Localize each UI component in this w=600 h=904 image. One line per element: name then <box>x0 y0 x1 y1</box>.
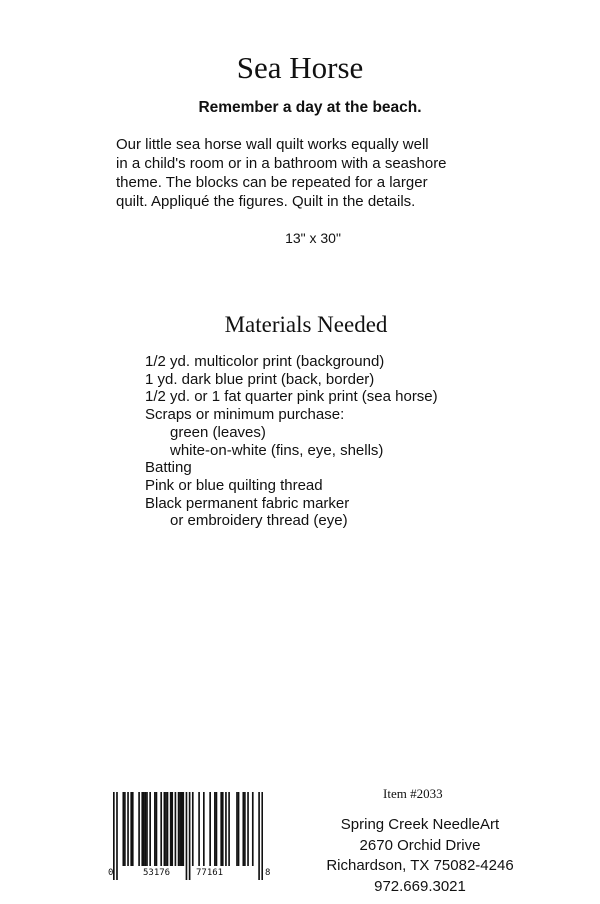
barcode-bar <box>149 792 151 866</box>
pattern-subtitle: Remember a day at the beach. <box>198 99 422 116</box>
barcode-bar <box>167 792 169 866</box>
barcode-bar <box>247 792 249 866</box>
barcode-bar <box>164 792 166 866</box>
barcode-bar <box>236 792 238 866</box>
barcode-bar <box>143 792 145 866</box>
intro-paragraph <box>116 135 496 211</box>
barcode-bar <box>238 792 240 866</box>
barcode-digits <box>108 866 271 880</box>
barcode-bar <box>216 792 218 866</box>
barcode-bar <box>242 792 244 866</box>
materials-item: white-on-white (fins, eye, shells) <box>170 441 384 459</box>
materials-item: Scraps or minimum purchase: <box>145 406 345 424</box>
barcode-bar <box>222 792 224 866</box>
barcode-bar <box>214 792 216 866</box>
barcode-bar <box>182 792 184 866</box>
item-number: Item #2033 <box>383 786 443 801</box>
barcode-bar <box>175 792 177 866</box>
barcode-bar <box>145 792 147 866</box>
intro-line: quilt. Appliqué the figures. Quilt in the details. <box>116 193 416 210</box>
barcode-bar <box>171 792 173 866</box>
barcode-bar <box>132 792 134 866</box>
barcode-right-digits: 77161 <box>196 868 224 878</box>
barcode-bar <box>244 792 246 866</box>
barcode-bar <box>220 792 222 866</box>
barcode-bar <box>179 792 181 866</box>
materials-item: or embroidery thread (eye) <box>170 512 348 530</box>
barcode-bar <box>160 792 162 866</box>
intro-line: theme. The blocks can be repeated for a larger <box>116 174 428 191</box>
barcode-bar <box>156 792 158 866</box>
company-street: 2670 Orchid Drive <box>359 836 481 854</box>
barcode-bar <box>154 792 156 866</box>
barcode-bar <box>228 792 230 866</box>
barcode-bar <box>130 792 132 866</box>
barcode-bar <box>124 792 126 866</box>
barcode-bar <box>178 792 180 866</box>
company-name: Spring Creek NeedleArt <box>340 816 500 833</box>
company-phone: 972.669.3021 <box>374 877 466 895</box>
barcode-bar <box>170 792 172 866</box>
finished-size: 13" x 30" <box>285 230 341 246</box>
barcode-bar <box>127 792 129 866</box>
materials-item: Batting <box>145 459 192 477</box>
barcode-bar <box>192 792 194 866</box>
barcode-bar <box>252 792 254 866</box>
barcode-left-digits: 53176 <box>143 868 171 878</box>
barcode-bar <box>138 792 140 866</box>
materials-item: 1/2 yd. multicolor print (background) <box>145 353 385 370</box>
barcode-bar <box>225 792 227 866</box>
materials-item: 1/2 yd. or 1 fat quarter pink print (sea horse) <box>145 388 438 406</box>
materials-item: Black permanent fabric marker <box>145 494 350 512</box>
barcode-bar <box>141 792 143 866</box>
materials-heading: Materials Needed <box>224 312 388 337</box>
barcode-bar <box>122 792 124 866</box>
barcode-system-digit: 0 <box>108 868 114 878</box>
barcode-bar <box>181 792 183 866</box>
barcode-bar <box>165 792 167 866</box>
materials-item: 1 yd. dark blue print (back, border) <box>145 370 375 388</box>
intro-line: Our little sea horse wall quilt works equally well <box>116 136 429 153</box>
materials-item: Pink or blue quilting thread <box>145 476 323 494</box>
barcode-bar <box>146 792 148 866</box>
barcode-bar <box>203 792 205 866</box>
barcode-bar <box>209 792 211 866</box>
barcode-bar <box>198 792 200 866</box>
materials-list <box>145 353 438 530</box>
barcode-check-digit: 8 <box>265 868 271 878</box>
company-address <box>296 815 544 897</box>
pattern-title: Sea Horse <box>236 50 364 85</box>
intro-line: in a child's room or in a bathroom with a seashore <box>116 155 447 172</box>
materials-item: green (leaves) <box>170 423 266 441</box>
company-city: Richardson, TX 75082-4246 <box>326 857 514 874</box>
